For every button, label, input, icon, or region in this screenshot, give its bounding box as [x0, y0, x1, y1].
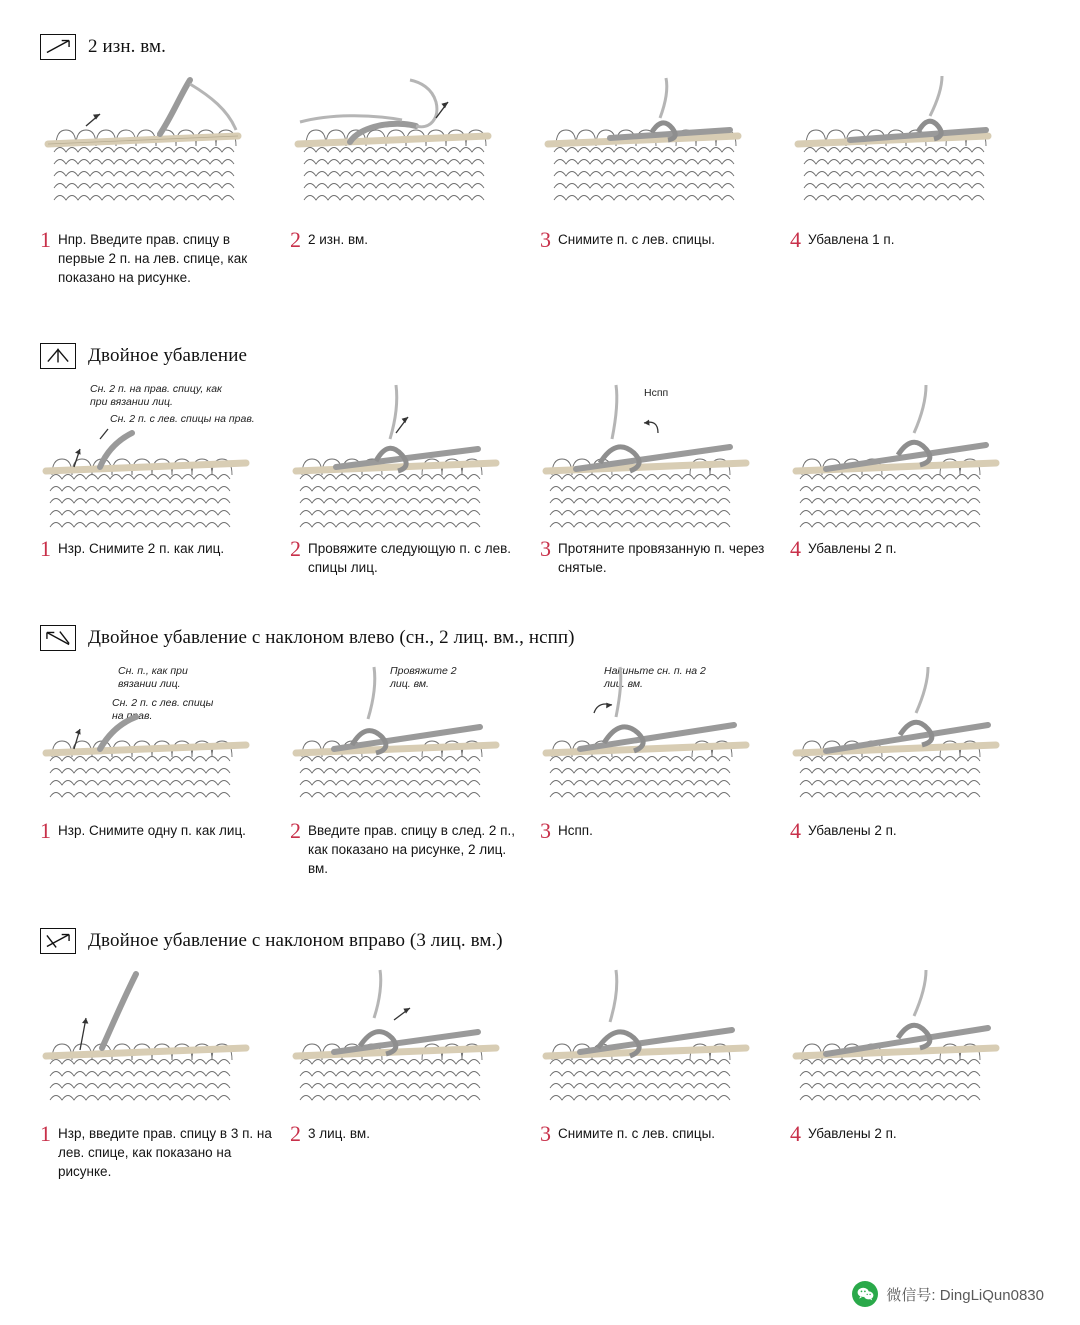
figure-annotation: Накиньте сн. п. на 2 лиц. вм. — [604, 665, 706, 690]
step-item — [790, 74, 1040, 287]
figure-left-2 — [290, 665, 524, 815]
step-text: Нспп. — [558, 823, 593, 838]
step-text: Убавлены 2 п. — [808, 823, 897, 838]
step-text: Нзр, введите прав. спицу в 3 п. на лев. спице, как показано на рисунке. — [58, 1126, 272, 1179]
step-caption — [790, 536, 1024, 561]
step-item — [790, 665, 1040, 878]
figure-purl2tog-3 — [540, 74, 774, 224]
step-text: Введите прав. спицу в след. 2 п., как показано на рисунке, 2 лиц. вм. — [308, 823, 515, 876]
right-leaning-double-decrease-symbol — [40, 928, 76, 954]
step-number: 1 — [40, 818, 51, 843]
step-text: Убавлена 1 п. — [808, 232, 895, 247]
figure-double-2 — [290, 383, 524, 533]
step-number: 1 — [40, 1121, 51, 1146]
step-number: 4 — [790, 227, 801, 252]
figure-annotation: Сн. 2 п. с лев. спицы на прав. — [112, 697, 214, 722]
section-title: Двойное убавление с наклоном вправо (3 лиц. вм.) — [88, 930, 503, 951]
step-caption — [40, 227, 274, 287]
section-purl2tog — [0, 0, 1080, 287]
step-number: 3 — [540, 536, 551, 561]
step-item — [40, 665, 290, 878]
step-caption — [40, 536, 274, 561]
section-title: Двойное убавление — [88, 345, 248, 366]
step-number: 2 — [290, 536, 301, 561]
step-item — [540, 383, 790, 577]
step-caption — [290, 1121, 524, 1146]
figure-annotation: Сн. п., как при вязании лиц. — [118, 665, 188, 690]
step-caption — [290, 227, 524, 252]
figure-right-2 — [290, 968, 524, 1118]
step-text: 3 лиц. вм. — [308, 1126, 370, 1141]
left-slant-decrease-symbol — [40, 34, 76, 60]
step-number: 4 — [790, 1121, 801, 1146]
step-item — [40, 74, 290, 287]
step-caption — [40, 1121, 274, 1181]
step-caption — [40, 818, 274, 843]
step-number: 2 — [290, 818, 301, 843]
step-item — [290, 74, 540, 287]
step-text: Нзр. Снимите 2 п. как лиц. — [58, 541, 225, 556]
step-number: 4 — [790, 536, 801, 561]
step-caption — [290, 536, 524, 577]
step-text: 2 изн. вм. — [308, 232, 368, 247]
section-header — [40, 339, 1040, 373]
figure-double-4 — [790, 383, 1024, 533]
figure-double-3 — [540, 383, 774, 533]
footer-watermark — [852, 1281, 1044, 1307]
step-caption — [540, 227, 774, 252]
step-item — [40, 968, 290, 1181]
figure-purl2tog-2 — [290, 74, 524, 224]
step-item — [790, 383, 1040, 577]
steps-row — [40, 665, 1040, 878]
step-text: Снимите п. с лев. спицы. — [558, 1126, 716, 1141]
step-item — [540, 968, 790, 1181]
step-number: 3 — [540, 818, 551, 843]
figure-left-1 — [40, 665, 274, 815]
step-number: 4 — [790, 818, 801, 843]
section-double-decrease-left — [0, 577, 1080, 878]
figure-left-4 — [790, 665, 1024, 815]
step-number: 1 — [40, 227, 51, 252]
step-text: Убавлены 2 п. — [808, 1126, 897, 1141]
figure-purl2tog-4 — [790, 74, 1024, 224]
step-text: Нзр. Снимите одну п. как лиц. — [58, 823, 246, 838]
step-caption — [540, 1121, 774, 1146]
step-caption — [290, 818, 524, 878]
left-leaning-double-decrease-symbol — [40, 625, 76, 651]
figure-left-3 — [540, 665, 774, 815]
step-caption — [540, 536, 774, 577]
step-item — [40, 383, 290, 577]
step-number: 3 — [540, 1121, 551, 1146]
section-header — [40, 621, 1040, 655]
steps-row — [40, 968, 1040, 1181]
step-item — [790, 968, 1040, 1181]
section-header — [40, 30, 1040, 64]
steps-row — [40, 383, 1040, 577]
section-title: Двойное убавление с наклоном влево (сн., 2 лиц. вм., нспп) — [88, 627, 575, 648]
figure-double-1 — [40, 383, 274, 533]
figure-right-4 — [790, 968, 1024, 1118]
footer-text: 微信号: DingLiQun0830 — [886, 1286, 1044, 1304]
step-caption — [540, 818, 774, 843]
section-header — [40, 924, 1040, 958]
step-text: Провяжите следующую п. с лев. спицы лиц. — [308, 541, 512, 575]
step-text: Снимите п. с лев. спицы. — [558, 232, 716, 247]
section-double-decrease — [0, 287, 1080, 577]
figure-right-1 — [40, 968, 274, 1118]
figure-annotation: Нспп — [644, 387, 669, 399]
wechat-icon — [852, 1281, 878, 1307]
figure-annotation: Сн. 2 п. на прав. спицу, как при вязании лиц. — [90, 383, 222, 408]
centered-double-decrease-symbol — [40, 343, 76, 369]
step-number: 3 — [540, 227, 551, 252]
figure-purl2tog-1 — [40, 74, 274, 224]
step-caption — [790, 1121, 1024, 1146]
step-number: 2 — [290, 1121, 301, 1146]
step-caption — [790, 818, 1024, 843]
step-caption — [790, 227, 1024, 252]
step-text: Нпр. Введите прав. спицу в первые 2 п. на лев. спице, как показано на рисунке. — [58, 232, 248, 285]
figure-right-3 — [540, 968, 774, 1118]
step-item — [290, 665, 540, 878]
section-title: 2 изн. вм. — [88, 36, 167, 57]
step-number: 2 — [290, 227, 301, 252]
section-double-decrease-right — [0, 878, 1080, 1181]
figure-annotation: Провяжите 2 лиц. вм. — [390, 665, 457, 690]
step-item — [290, 383, 540, 577]
steps-row — [40, 74, 1040, 287]
step-item — [540, 665, 790, 878]
step-text: Убавлены 2 п. — [808, 541, 897, 556]
step-item — [540, 74, 790, 287]
step-text: Протяните провязанную п. через снятые. — [558, 541, 765, 575]
step-item — [290, 968, 540, 1181]
step-number: 1 — [40, 536, 51, 561]
figure-annotation: Сн. 2 п. с лев. спицы на прав. — [110, 413, 255, 425]
